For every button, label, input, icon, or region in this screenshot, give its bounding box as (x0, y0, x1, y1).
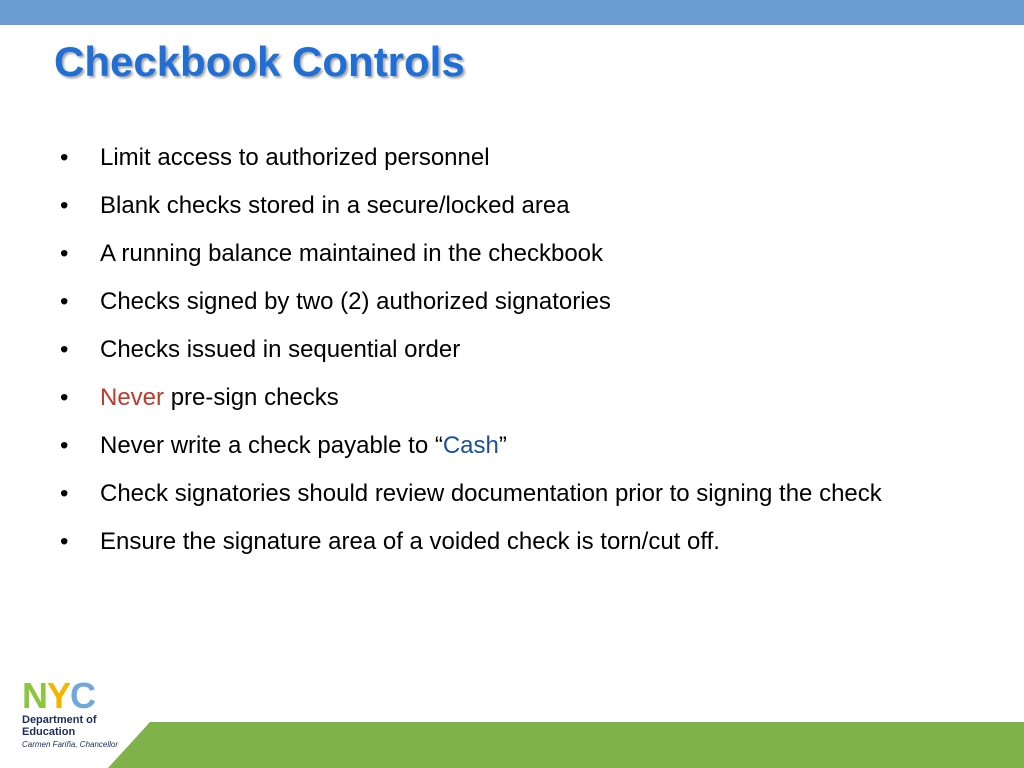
logo-chancellor-text: Carmen Fariña, Chancellor (22, 740, 119, 749)
bullet-marker: • (60, 432, 69, 459)
never-highlight: Never (100, 384, 165, 411)
cash-highlight: Cash (442, 432, 499, 459)
nyc-logo-mark (22, 678, 118, 712)
bottom-accent-band (0, 722, 1024, 768)
bullet-text: Ensure the signature area of a voided check is torn/cut off. (100, 528, 720, 555)
bullet-text: A running balance maintained in the checkbook (100, 240, 604, 267)
bullet-text: pre-sign checks (164, 384, 339, 411)
bullet-item (60, 384, 960, 412)
bullet-marker: • (60, 336, 69, 363)
bullet-text: Limit access to authorized personnel (100, 144, 490, 171)
bullet-text: Check signatories should review documentation prior to signing the check (100, 480, 882, 507)
bullet-item (60, 336, 960, 364)
nyc-doe-logo (22, 678, 132, 758)
bullet-text: Checks signed by two (2) authorized signatories (100, 288, 611, 315)
bullet-marker: • (60, 384, 69, 411)
logo-department-text: Department of Education (22, 714, 97, 738)
slide-title: Checkbook Controls (54, 38, 465, 85)
bullet-item (60, 288, 960, 316)
svg-text:NYC: NYC (22, 678, 96, 712)
bullet-item (60, 480, 960, 508)
bullet-marker: • (60, 192, 69, 219)
bullet-text: Checks issued in sequential order (100, 336, 461, 363)
bullet-text-suffix: ” (498, 432, 507, 459)
bullet-marker: • (60, 480, 69, 507)
bullet-marker: • (60, 144, 69, 171)
bullet-marker: • (60, 288, 69, 315)
bullet-item (60, 528, 960, 556)
bullet-item (60, 432, 960, 460)
bullet-item (60, 192, 960, 220)
top-accent-bar (0, 0, 1024, 25)
bullet-text: Never write a check payable to “ (100, 432, 443, 459)
bullet-text: Blank checks stored in a secure/locked area (100, 192, 570, 219)
bullet-list (60, 144, 960, 576)
bullet-item (60, 240, 960, 268)
bullet-marker: • (60, 528, 69, 555)
bullet-item (60, 144, 960, 172)
bullet-marker: • (60, 240, 69, 267)
